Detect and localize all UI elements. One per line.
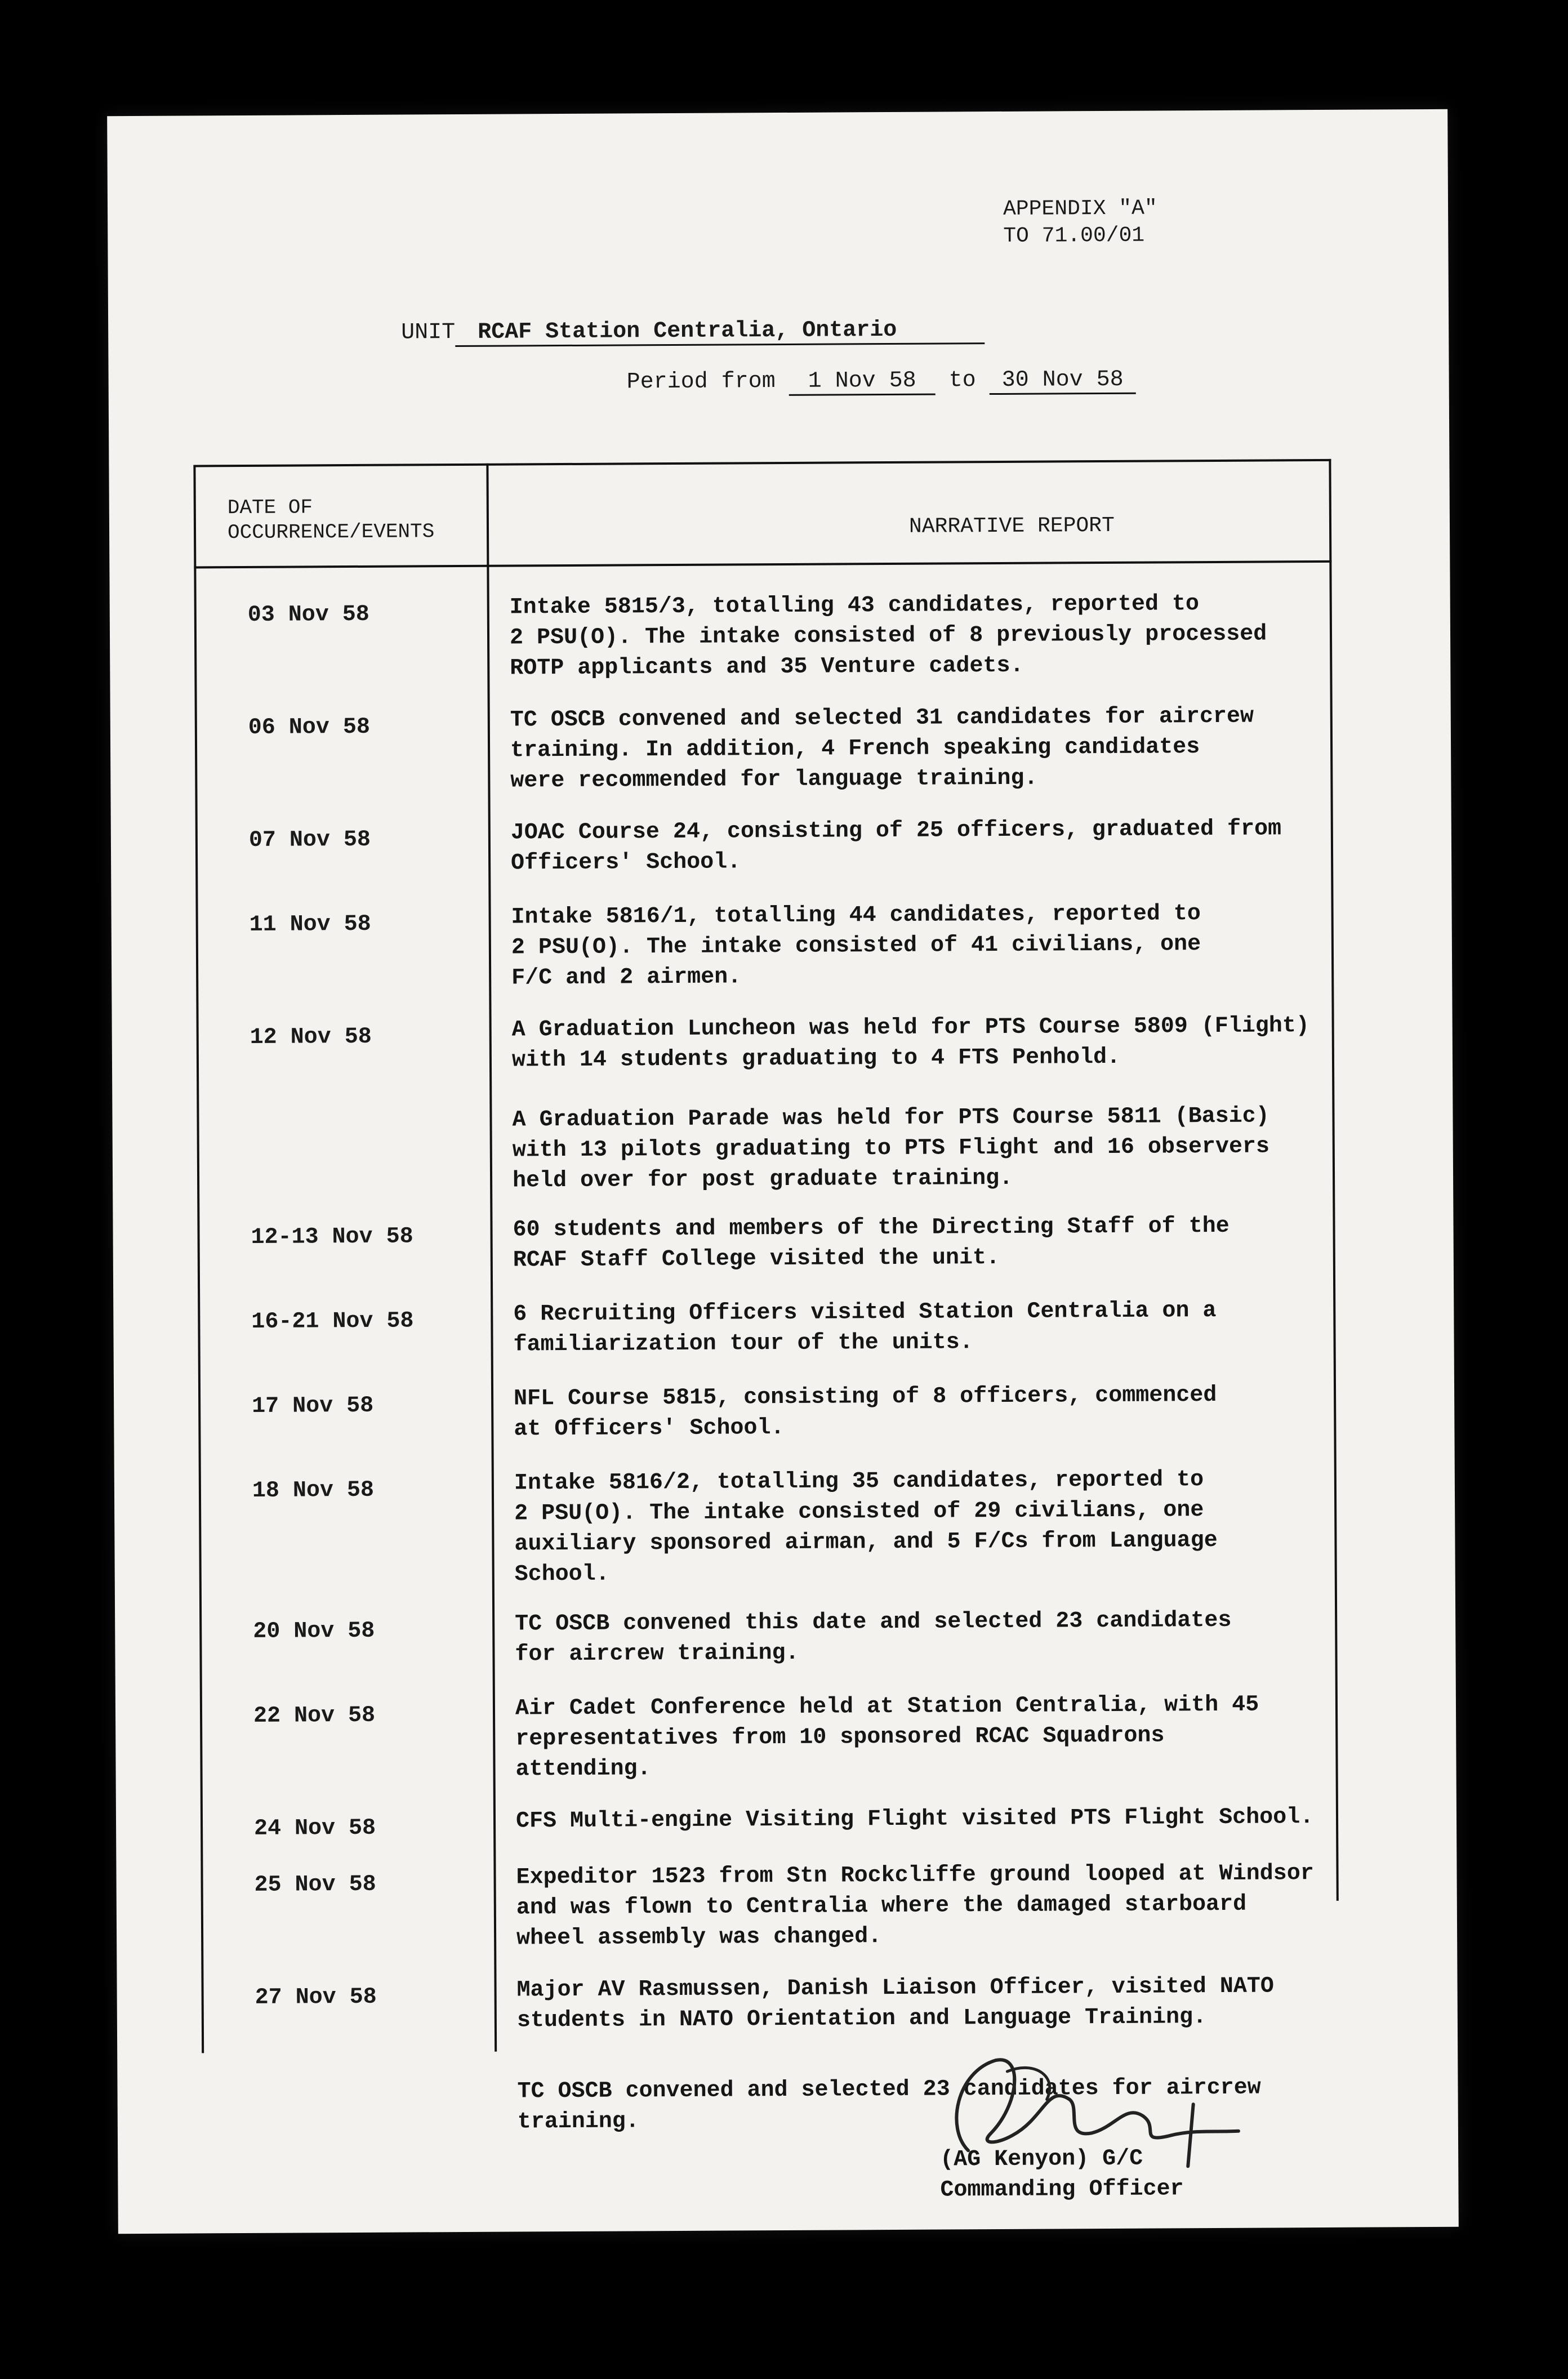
row-date: 27 Nov 58 <box>255 1984 377 2011</box>
binder-hole-top <box>48 541 91 584</box>
period-to: 30 Nov 58 <box>990 367 1136 395</box>
row-narrative: CFS Multi-engine Visiting Flight visited PTS Flight School. <box>515 1805 1314 1834</box>
unit-value: RCAF Station Centralia, Ontario <box>455 317 985 347</box>
period-to-label: to <box>948 368 976 394</box>
row-narrative: 60 students and members of the Directing Staff of the RCAF Staff College visited the unit. <box>513 1213 1230 1273</box>
unit-line <box>401 317 985 347</box>
row-date: 12 Nov 58 <box>250 1024 372 1050</box>
row-date: 07 Nov 58 <box>248 827 371 853</box>
table-top-rule <box>193 459 1331 467</box>
signature-block <box>940 2144 1184 2206</box>
signatory-name: (AG Kenyon) G/C <box>940 2146 1143 2173</box>
row-date: 24 Nov 58 <box>253 1815 376 1842</box>
row-narrative: TC OSCB convened and selected 31 candidates for aircrew training. In addition, 4 French speaking candidates were recommended for language training. <box>510 703 1254 794</box>
table-left-rule <box>193 465 204 2053</box>
period-label: Period from <box>626 369 776 395</box>
period-from: 1 Nov 58 <box>789 368 936 396</box>
row-date: 12-13 Nov 58 <box>251 1224 413 1250</box>
row-date: 11 Nov 58 <box>249 911 371 938</box>
row-date: 03 Nov 58 <box>247 602 369 628</box>
row-date: 25 Nov 58 <box>254 1872 376 1898</box>
date-column-header <box>228 494 435 545</box>
row-narrative: NFL Course 5815, consisting of 8 officers, commenced at Officers' School. <box>513 1382 1217 1442</box>
date-header-line-1: DATE OF <box>227 496 313 520</box>
row-date: 20 Nov 58 <box>253 1618 375 1645</box>
document-page <box>107 109 1459 2234</box>
row-narrative: Intake 5816/2, totalling 35 candidates, reported to 2 PSU(O). The intake consisted of 29 civilians, one auxiliary sponsored airman, and 5 F/Cs from Language School. <box>514 1467 1218 1588</box>
report-table <box>193 459 1339 2135</box>
signatory-title: Commanding Officer <box>940 2176 1184 2203</box>
row-narrative: A Graduation Luncheon was held for PTS Course 5809 (Flight) with 14 students graduating to 4 FTS Penhold. <box>511 1013 1310 1073</box>
binder-hole-bottom <box>59 1862 101 1905</box>
row-narrative: Intake 5816/1, totalling 44 candidates, reported to 2 PSU(O). The intake consisted of 41 civilians, one F/C and 2 airmen. <box>511 901 1201 991</box>
period-line <box>627 367 1136 397</box>
appendix-line-2: TO 71.00/01 <box>1003 223 1145 248</box>
row-narrative: 6 Recruiting Officers visited Station Centralia on a familiarization tour of the units. <box>513 1298 1217 1358</box>
row-date: 22 Nov 58 <box>253 1703 376 1729</box>
table-column-divider <box>486 464 497 2052</box>
row-narrative: Intake 5815/3, totalling 43 candidates, reported to 2 PSU(O). The intake consisted of 8 previously processed ROTP applicants and 35 Venture cadets. <box>509 591 1267 681</box>
table-header-rule <box>194 560 1331 569</box>
row-narrative: TC OSCB convened this date and selected 23 candidates for aircrew training. <box>515 1607 1232 1668</box>
row-narrative: Major AV Rasmussen, Danish Liaison Officer, visited NATO students in NATO Orientation and Language Training. <box>516 1973 1274 2034</box>
table-right-rule <box>1329 459 1338 1901</box>
narrative-column-header: NARRATIVE REPORT <box>908 513 1115 539</box>
row-narrative: TC OSCB convened and selected 23 candidates for aircrew training. <box>517 2075 1261 2135</box>
row-date: 06 Nov 58 <box>248 714 371 741</box>
unit-label: UNIT <box>401 320 456 346</box>
row-date: 17 Nov 58 <box>252 1393 374 1419</box>
row-narrative: JOAC Course 24, consisting of 25 officers, graduated from Officers' School. <box>510 816 1282 876</box>
appendix-reference <box>1003 195 1157 250</box>
appendix-line-1: APPENDIX "A" <box>1003 196 1157 221</box>
row-narrative: Air Cadet Conference held at Station Centralia, with 45 representatives from 10 sponsored RCAC Squadrons attending. <box>515 1692 1259 1783</box>
date-header-line-2: OCCURRENCE/EVENTS <box>227 520 435 545</box>
row-date: 18 Nov 58 <box>252 1477 375 1504</box>
row-narrative: A Graduation Parade was held for PTS Course 5811 (Basic) with 13 pilots graduating to PTS Flight and 16 observers held over for post graduate training. <box>512 1103 1270 1194</box>
row-date: 16-21 Nov 58 <box>251 1308 414 1335</box>
row-narrative: Expeditor 1523 from Stn Rockcliffe ground looped at Windsor and was flown to Centralia where the damaged starboard wheel assembly was changed. <box>516 1861 1314 1952</box>
